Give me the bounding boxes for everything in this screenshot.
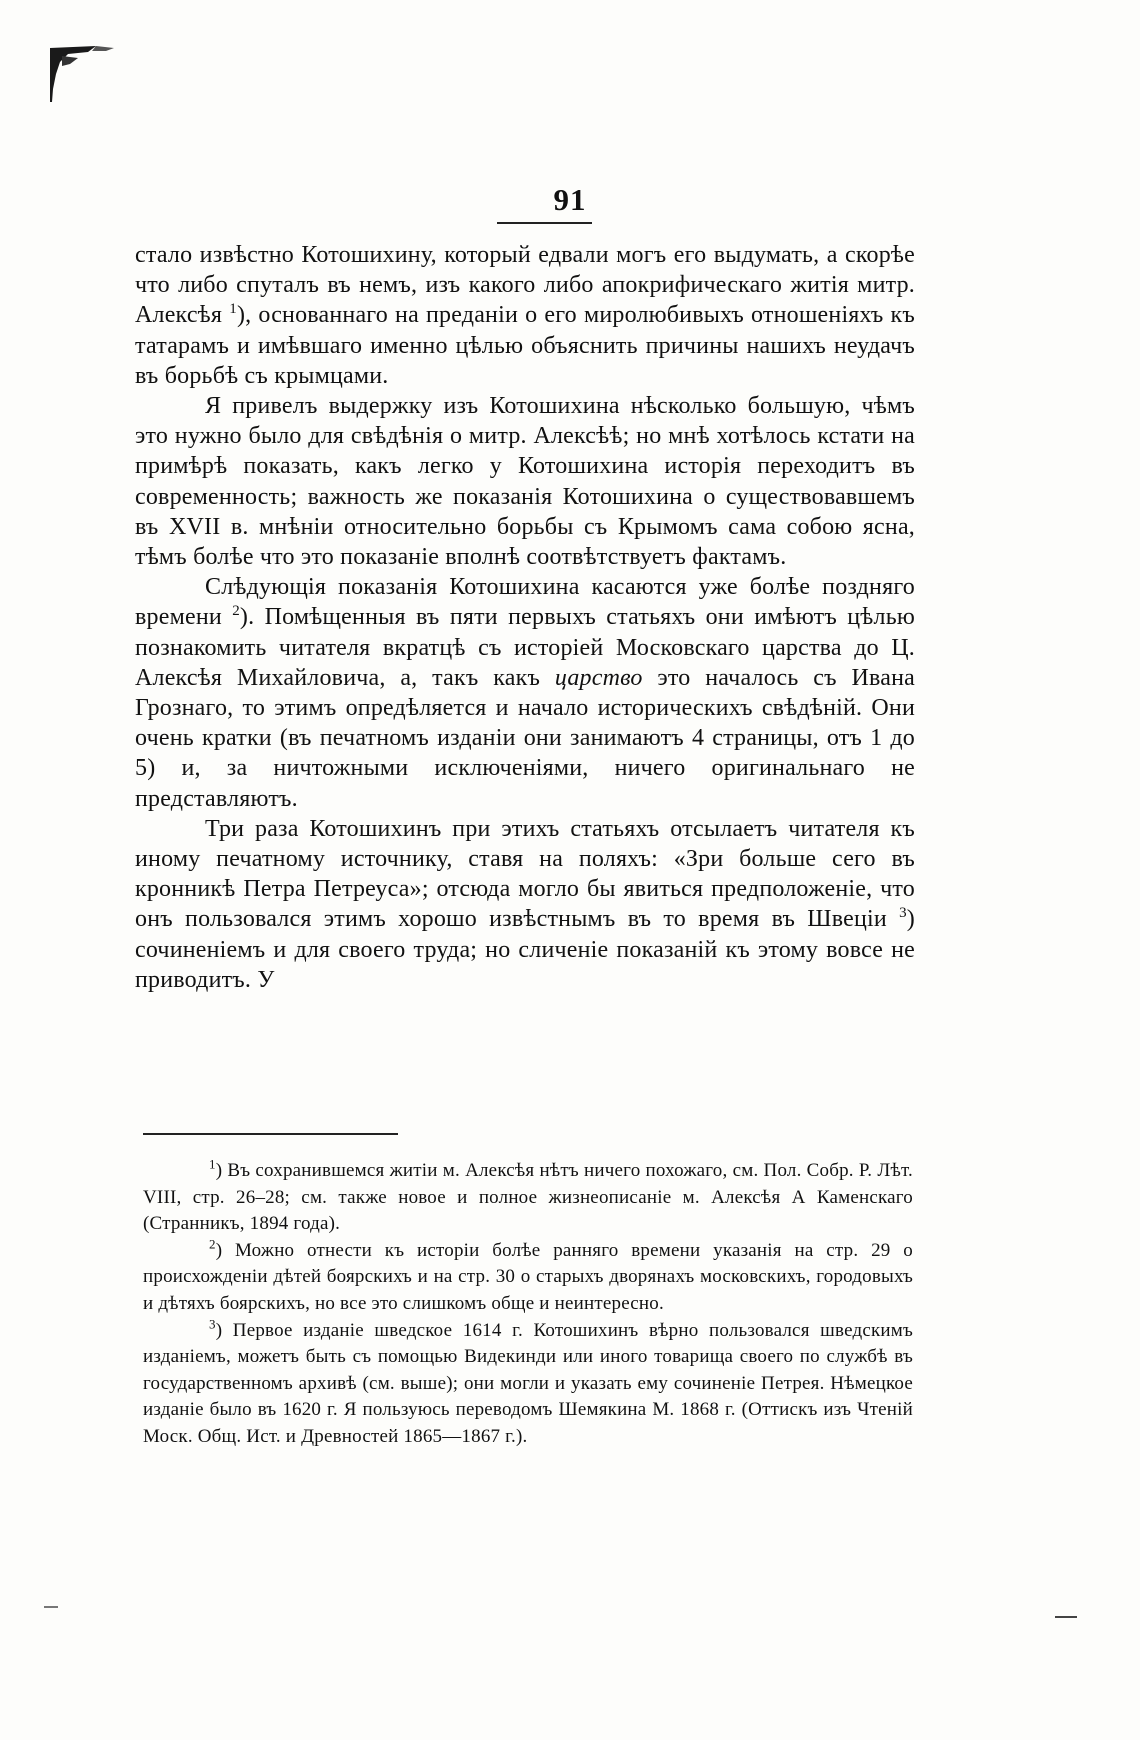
- footnote-3-text: ) Первое изданіе шведское 1614 г. Котошихинъ вѣрно пользовался шведскимъ изданіемъ, можетъ быть съ помощью Видекинди или иного товарища своего по службѣ въ государственномъ архивѣ (см. выше); они могли и указать ему сочиненіе Петрея. Нѣмецкое изданіе было въ 1620 г. Я пользуюсь переводомъ Шемякина М. 1868 г. (Оттискъ изъ Чтеній Моск. Общ. Ист. и Древностей 1865—1867 г.).: [143, 1319, 913, 1447]
- footnotes: [143, 1158, 913, 1451]
- page-number: 91: [553, 182, 587, 217]
- footnote-3-marker: 3: [209, 1316, 216, 1332]
- emphasized-text: царство: [554, 664, 643, 691]
- paragraph-text: Я привелъ выдержку изъ Котошихина нѣсколько большую, чѣмъ это нужно было для свѣдѣнія о митр. Алексѣѣ; но мнѣ хотѣлось кстати на примѣрѣ показать, какъ легко у Котошихина исторія переходитъ въ современность; важность же показанія Котошихина о существовавшемъ въ XVII в. мнѣніи относительно борьбы съ Крымомъ сама собою ясна, тѣмъ болѣе что это показаніе вполнѣ соотвѣтствуетъ фактамъ.: [135, 393, 915, 571]
- paragraph-3: [135, 572, 915, 814]
- paragraph-text: Слѣдующія показанія Котошихина касаются уже болѣе поздняго времени: [135, 574, 915, 631]
- footnote-1-text: ) Въ сохранившемся житіи м. Алексѣя нѣтъ ничего похожаго, см. Пол. Собр. Р. Лѣт. VIII, стр. 26–28; см. также новое и полное жизнеописаніе м. Алексѣя А Каменскаго (Странникъ, 1894 года).: [143, 1160, 913, 1235]
- paragraph-text: Три раза Котошихинъ при этихъ статьяхъ отсылаетъ читателя къ иному печатному источнику, ставя на поляхъ: «Зри больше сего въ кронникѣ Петра Петреуса»; отсюда могло бы явиться предположеніе, что онъ пользовался этимъ хорошо извѣстнымъ въ то время въ Швеціи: [135, 815, 915, 933]
- footnote-2-marker: 2: [209, 1236, 216, 1252]
- scan-corner-artifact: [48, 44, 118, 104]
- margin-mark-left: [44, 1606, 58, 1608]
- footnote-2-text: ) Можно отнести къ исторіи болѣе ранняго времени указанія на стр. 29 о происхожденіи дѣтей боярскихъ и на стр. 30 о старыхъ дворянахъ московскихъ, городовыхъ и дѣтяхъ боярскихъ, но все это слишкомъ обще и неинтересно.: [143, 1239, 913, 1314]
- footnote-1-marker: 1: [209, 1156, 216, 1172]
- footnote-reference: 3: [899, 905, 907, 922]
- paragraph-text: ). Помѣщенныя въ пяти первыхъ статьяхъ они имѣютъ цѣлью познакомить читателя вкратцѣ съ исторіей Московскаго царства до Ц. Алексѣя Михайловича, а, такъ какъ: [135, 604, 915, 691]
- paragraph-text: это началось съ Ивана Грознаго, то этимъ опредѣляется и начало историческихъ свѣдѣній. Они очень кратки (въ печатномъ изданіи они занимаютъ 4 страницы, отъ 1 до 5) и, за ничтожными исключеніями, ничего оригинальнаго не представляютъ.: [135, 664, 915, 812]
- margin-mark-right: [1055, 1616, 1077, 1618]
- paragraph-4: [135, 814, 915, 995]
- header-rule: [497, 222, 592, 224]
- paragraph-text: ), основаннаго на преданіи о его миролюбивыхъ отношеніяхъ къ татарамъ и имѣвшаго именно цѣлью объяснить причины нашихъ неудачъ въ борьбѣ съ крымцами.: [135, 302, 915, 389]
- paragraph-2: [135, 391, 915, 572]
- paragraph-text: стало извѣстно Котошихину, который едвали могъ его выдумать, а скорѣе что либо спуталъ въ немъ, изъ какого либо апокрифическаго житія митр. Алексѣя: [135, 242, 915, 329]
- footnote-1: [143, 1158, 913, 1238]
- footnote-2: [143, 1238, 913, 1318]
- paragraph-1: [135, 240, 915, 391]
- paragraph-text: ) сочиненіемъ и для своего труда; но сличеніе показаній къ этому вовсе не приводитъ. У: [135, 906, 915, 993]
- footnote-rule: [143, 1133, 398, 1135]
- footnote-3: [143, 1318, 913, 1451]
- footnote-reference: 2: [232, 603, 240, 620]
- footnote-reference: 1: [229, 301, 237, 318]
- main-text: [135, 240, 915, 995]
